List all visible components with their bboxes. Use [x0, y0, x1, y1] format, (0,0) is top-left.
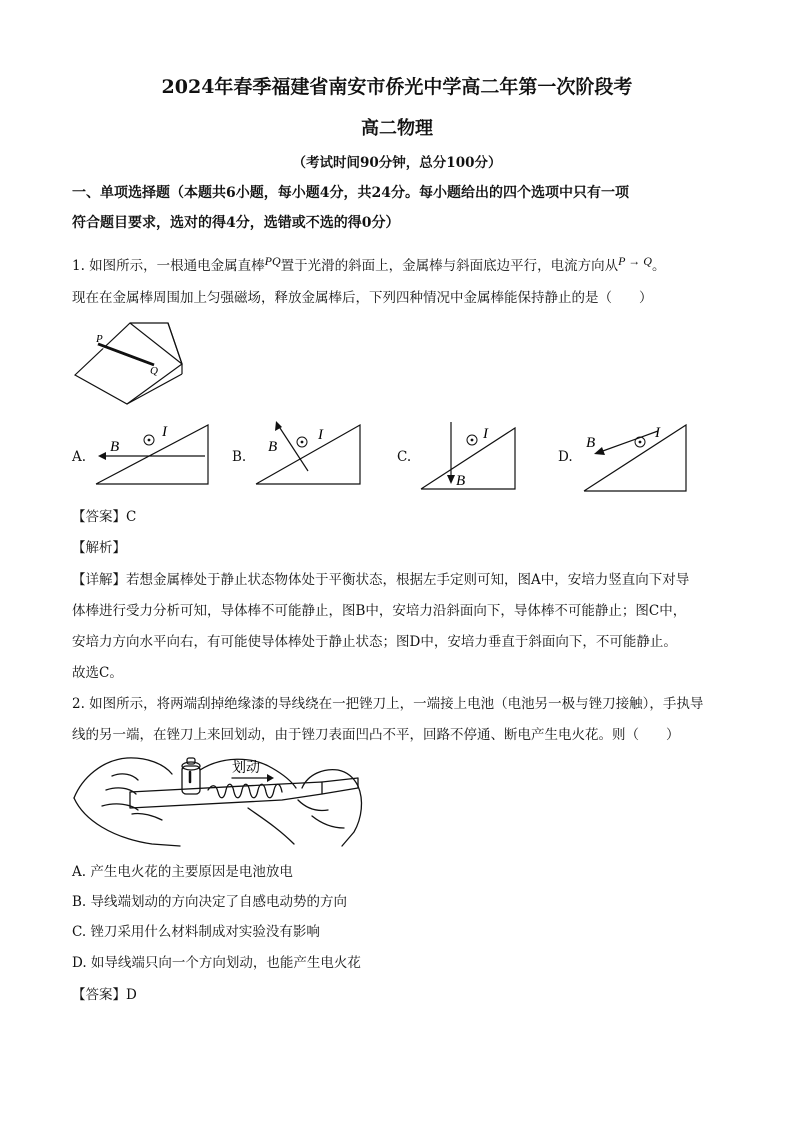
q1-incline-figure — [70, 318, 190, 408]
q1-detail-line2: 体棒进行受力分析可知，导体棒不可能静止，图B中，安培力沿斜面向下，导体棒不可能静止；图C中， — [72, 603, 687, 619]
field-label: B — [110, 439, 120, 455]
field-line — [278, 425, 308, 471]
answer-tag: 【答案】 — [72, 987, 126, 1003]
q1-answer — [72, 505, 136, 525]
q2-option-c: C. 锉刀采用什么材料制成对实验没有影响 — [72, 924, 320, 940]
option-a-figure — [90, 420, 215, 490]
exam-info: （考试时间90分钟，总分100分） — [292, 155, 502, 171]
q1-direction: P → Q — [618, 254, 652, 268]
q1-text-a: 1. 如图所示，一根通电金属直棒 — [72, 258, 265, 274]
section-heading-line2: 符合题目要求，选对的得4分，选错或不选的得0分） — [72, 215, 400, 231]
current-label: I — [483, 426, 488, 442]
section-heading-line1: 一、单项选择题（本题共6小题，每小题4分，共24分。每小题给出的四个选项中只有一项 — [72, 185, 629, 201]
q2-answer — [72, 983, 137, 1003]
label-p: P — [96, 333, 103, 345]
file-body — [130, 782, 322, 808]
option-d-label: D. — [558, 449, 573, 465]
field-arrowhead — [98, 452, 106, 460]
answer-value: C — [126, 509, 137, 525]
q1-text-end: 。 — [651, 258, 666, 274]
incline-face — [75, 323, 182, 404]
option-c-figure — [415, 418, 520, 493]
q2-file-figure — [72, 748, 364, 850]
current-label: I — [162, 424, 167, 440]
stroke-label: 划动 — [232, 761, 260, 776]
q2-option-a: A. 产生电火花的主要原因是电池放电 — [72, 864, 293, 880]
left-hand-outline — [74, 758, 172, 798]
field-label: B — [456, 473, 466, 489]
q2-option-b: B. 导线端划动的方向决定了自感电动势的方向 — [72, 894, 348, 910]
page-title: 2024年春季福建省南安市侨光中学高二年第一次阶段考 — [161, 76, 633, 98]
q1-stem-line2: 现在在金属棒周围加上匀强磁场，释放金属棒后，下列四种情况中金属棒能保持静止的是（ ） — [72, 290, 653, 306]
q1-detail-line3: 安培力方向水平向右，有可能使导体棒处于静止状态；图D中，安培力垂直于斜面向下，不可能静止。 — [72, 634, 677, 650]
incline-triangle — [584, 425, 686, 491]
subject-title: 高二物理 — [361, 118, 433, 139]
current-label: I — [318, 427, 323, 443]
detail-text: 若想金属棒处于静止状态物体处于平衡状态，根据左手定则可知，图A中，安培力竖直向下对导 — [126, 572, 690, 588]
field-arrowhead — [447, 475, 455, 484]
field-label: B — [586, 435, 596, 451]
q1-analysis-tag: 【解析】 — [72, 540, 126, 556]
answer-tag: 【答案】 — [72, 509, 126, 525]
answer-value: D — [126, 987, 137, 1003]
option-b-figure — [250, 415, 365, 490]
current-label: I — [655, 425, 660, 441]
q1-conclusion: 故选C。 — [72, 665, 123, 681]
label-q: Q — [150, 365, 158, 377]
option-b-label: B. — [232, 449, 247, 465]
q1-stem-line1 — [72, 254, 665, 274]
q2-stem-line1: 2. 如图所示，将两端刮掉绝缘漆的导线绕在一把锉刀上，一端接上电池（电池另一极与锉刀接触），手执导 — [72, 696, 704, 712]
q2-option-d: D. 如导线端只向一个方向划动，也能产生电火花 — [72, 955, 361, 971]
option-d-figure — [578, 420, 693, 495]
q1-pq: PQ — [264, 254, 281, 268]
q1-detail-line1 — [72, 568, 689, 588]
q1-text-b: 置于光滑的斜面上，金属棒与斜面底边平行，电流方向从 — [280, 258, 619, 274]
q2-stem-line2: 线的另一端，在锉刀上来回划动，由于锉刀表面凹凸不平，回路不停通、断电产生电火花。则（ ） — [72, 727, 680, 743]
option-c-label: C. — [397, 449, 412, 465]
field-label: B — [268, 439, 278, 455]
metal-rod — [98, 344, 154, 365]
detail-tag: 【详解】 — [72, 572, 126, 588]
option-a-label: A. — [72, 449, 87, 465]
field-arrowhead — [594, 447, 605, 455]
